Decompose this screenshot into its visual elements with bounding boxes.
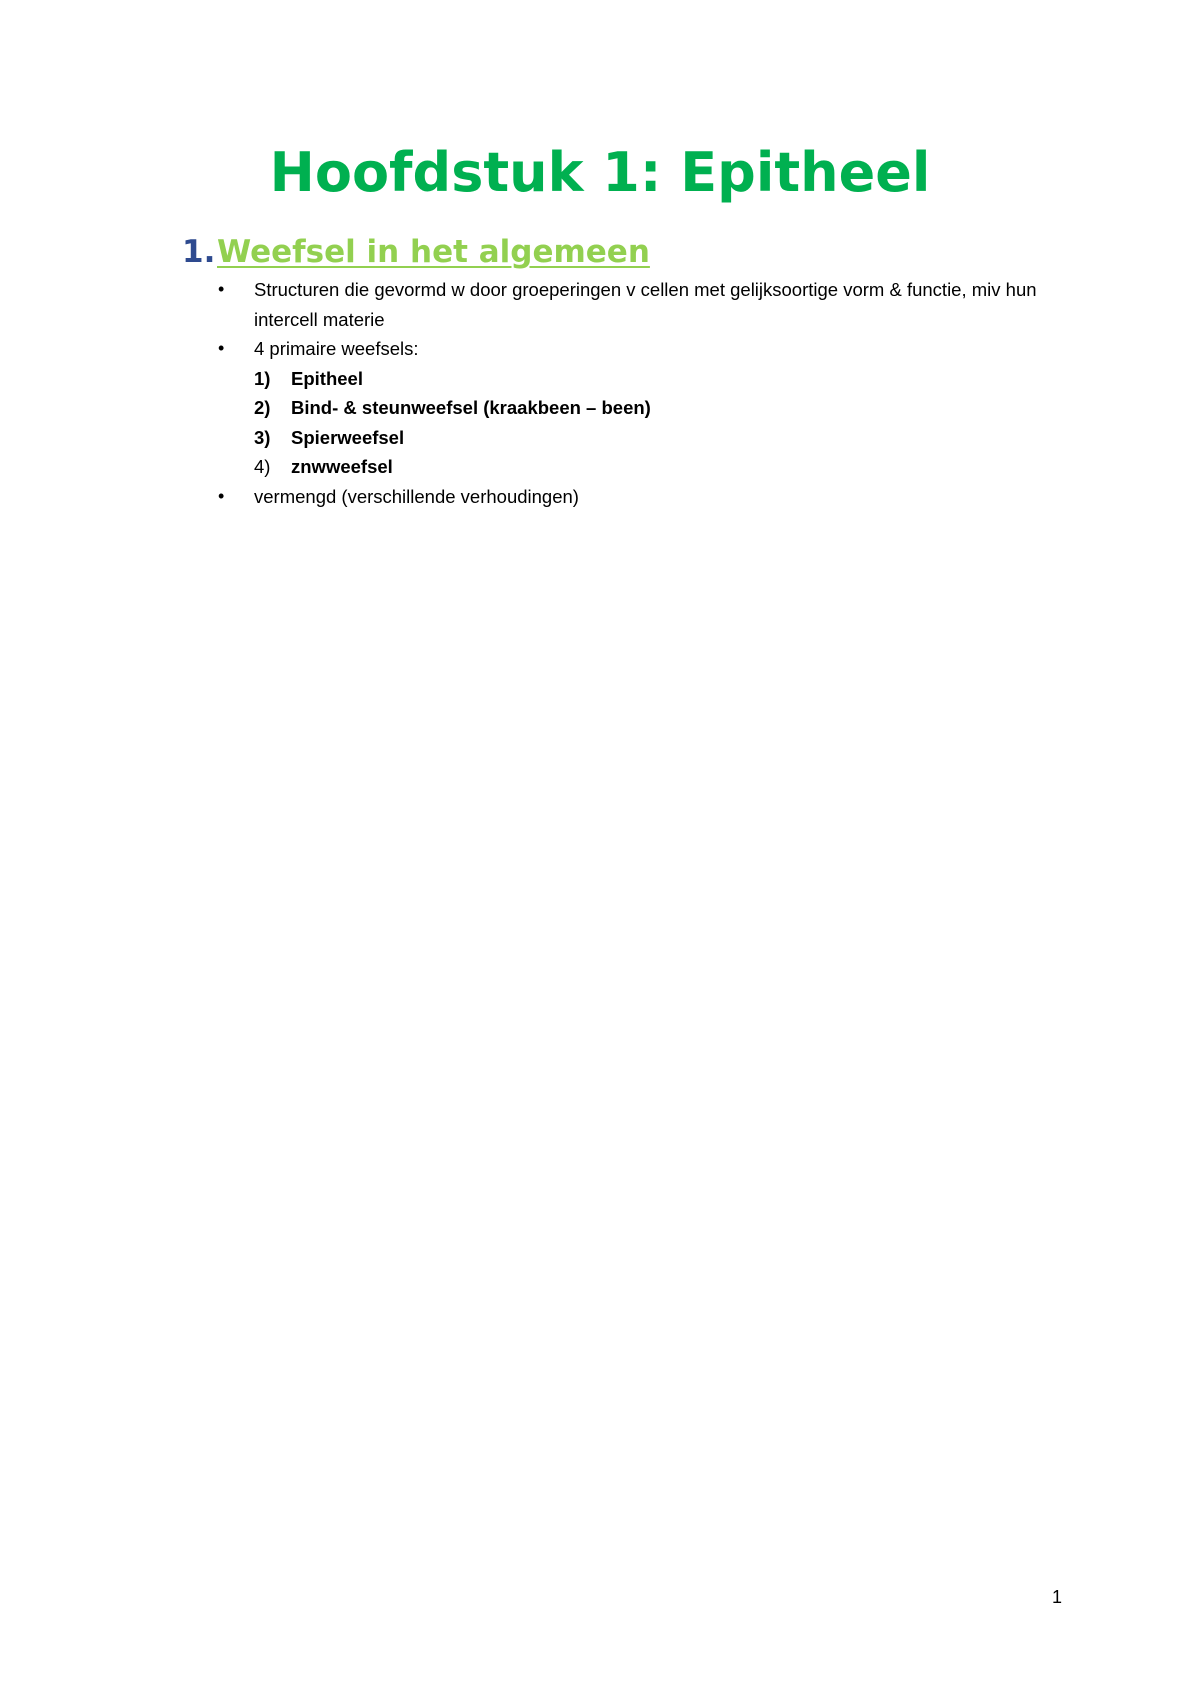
- bullet-text: vermengd (verschillende verhoudingen): [254, 485, 579, 507]
- page-number: 1: [1052, 1587, 1063, 1607]
- item-label: Bind- & steunweefsel (kraakbeen – been): [291, 397, 651, 418]
- bullet-text: 4 primaire weefsels:: [254, 338, 419, 359]
- item-label: Epitheel: [291, 367, 363, 389]
- bullet-text: Structuren die gevormd w door groeperingen v cellen met gelijksoortige vorm & functie, miv hun intercell materie: [254, 279, 1037, 330]
- section-number: 1.: [182, 234, 216, 270]
- section-heading-text: Weefsel in het algemeen: [217, 234, 650, 270]
- page-title: Hoofdstuk 1: Epitheel: [269, 141, 931, 204]
- item-label: Spierweefsel: [291, 426, 405, 448]
- numbered-item: [218, 393, 1078, 423]
- bullet-icon: •: [218, 279, 225, 299]
- item-label: znwweefsel: [291, 456, 393, 477]
- bullet-icon: •: [218, 485, 225, 506]
- numbered-item: [218, 452, 1078, 482]
- bullet-item: [218, 334, 1078, 364]
- bullet-item: [218, 482, 1078, 512]
- section-heading: [182, 232, 650, 272]
- numbered-item: [218, 423, 1078, 453]
- numbered-item: [218, 364, 1078, 394]
- section-body: [218, 275, 1078, 511]
- item-number: 1): [254, 367, 271, 389]
- item-number: 2): [254, 397, 271, 418]
- item-number: 3): [254, 426, 271, 448]
- bullet-icon: •: [218, 338, 225, 358]
- bullet-item: [218, 275, 1078, 334]
- item-number: 4): [254, 456, 271, 477]
